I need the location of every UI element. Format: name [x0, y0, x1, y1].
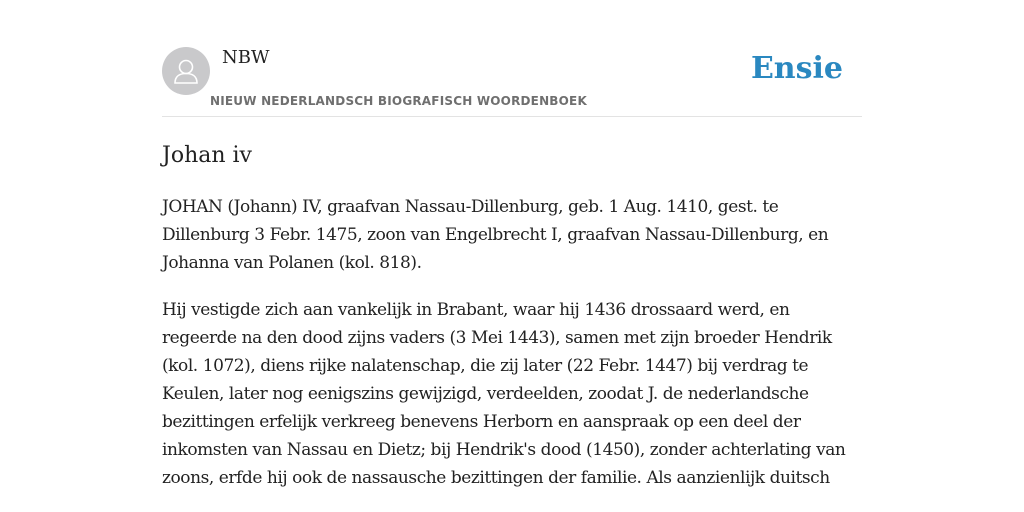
article-body	[162, 193, 862, 492]
source-full-name: NIEUW NEDERLANDSCH BIOGRAFISCH WOORDENBOEK	[210, 94, 587, 108]
brand-logo[interactable]: Ensie	[750, 51, 843, 86]
avatar[interactable]	[162, 47, 210, 95]
source-name[interactable]: NBW	[222, 47, 270, 68]
article-paragraph: JOHAN (Johann) IV, graafvan Nassau-Dillenburg, geb. 1 Aug. 1410, gest. te Dillenburg 3 Febr. 1475, zoon van Engelbrecht I, graafvan Nassau-Dillenburg, en Johanna van Polanen (kol. 818).	[162, 197, 829, 273]
article-paragraph: Hij vestigde zich aan vankelijk in Brabant, waar hij 1436 drossaard werd, en regeerde na den dood zijns vaders (3 Mei 1443), samen met zijn broeder Hendrik (kol. 1072), diens rijke nalatenschap, die zij later (22 Febr. 1447) bij verdrag te Keulen, later nog eenigszins gewijzigd, verdeelden, zoodat J. de nederlandsche bezittingen erfelijk verkreeg benevens Herborn en aanspraak op een deel der inkomsten van Nassau en Dietz; bij Hendrik's dood (1450), zonder achterlating van zoons, erfde hij ook de nassausche bezittingen der familie. Als aanzienlijk duitsch	[162, 300, 846, 488]
user-icon	[162, 47, 210, 95]
source-header	[162, 0, 862, 117]
page-title: Johan iv	[162, 143, 252, 168]
page	[162, 0, 862, 492]
